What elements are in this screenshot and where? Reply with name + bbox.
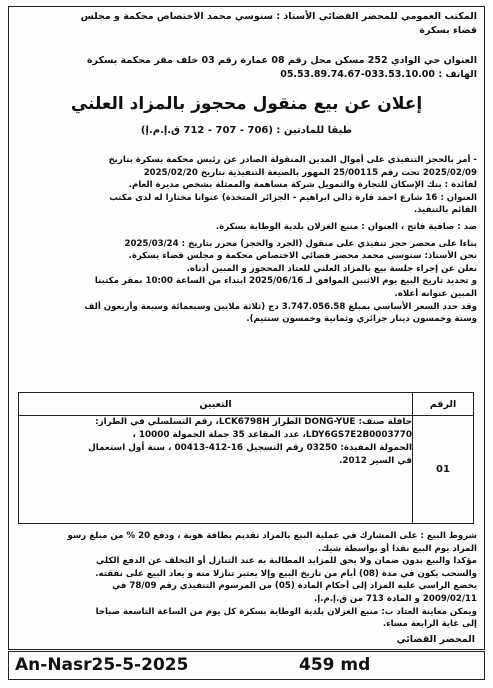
condition-line: والسحب يكون في مدة (08) أيام من تاريخ البيع وإلا يعتبر تنازلا منه و يعاد البيع على نفقته. (95, 568, 477, 579)
header-designation: التعيين (19, 393, 413, 416)
table-header-row (19, 393, 474, 416)
condition-line: ويمكن معاينة العتاد ب: منبع الغزلان بلدية الوطاية بسكرة كل يوم من الساعة التاسعة صباحا (95, 606, 477, 617)
publication-footer (8, 651, 485, 680)
notice-body (15, 154, 477, 326)
item-number: 01 (413, 416, 474, 524)
office-phone: الهاتف : 033.53.10.00-05.53.89.74.67 (280, 69, 477, 80)
notice-title: إعلان عن بيع منقول محجوز بالمزاد العلني (70, 94, 423, 114)
header-number: الرقم (413, 393, 474, 416)
notice-subtitle: طبقا للمادتين : (706 - 707 - 712 ق.إ.م.إ) (140, 125, 353, 136)
body-line: نحن الأستاذ: سنوسي محمد محضر قضائي الاختصاص محكمة و مجلس قضاء بسكرة. (128, 251, 477, 262)
body-line: العنوان : 16 شارع احمد قارة دالي ابراهيم - الجزائر المتخذة) عنوانا مختارا له لدى مكتب (109, 192, 477, 203)
body-line: و تحديد تاريخ البيع يوم الاثنين الموافق لـ 2025/06/16 ابتداء من الساعة 10:00 بمقر مكتبنا (94, 276, 477, 287)
condition-line: يخضع الراسي عليه المزاد إلى أحكام المادة (05) من المرسوم التنفيذي رقم 78/09 في (112, 581, 477, 592)
publication-reference: An-Nasr25-5-2025 (15, 655, 189, 675)
body-line: ضد : صافية فاتح ، العنوان : منبع الغزلان بلدية الوطاية بسكرة. (215, 221, 477, 232)
office-name: المكتب العمومي للمحضر القضائي الأستاذ : سنوسي محمد الاختصاص محكمة و مجلس (80, 11, 477, 22)
body-line: لفائدة : بنك الإسكان للتجارة والتمويل شركة مساهمة والممثلة بشخص مديرة العام. (128, 180, 477, 191)
sale-conditions (15, 530, 477, 631)
items-table (18, 392, 474, 524)
body-line: المبين عنوانه أعلاه. (394, 288, 477, 299)
item-line: في السير 2012. (339, 456, 412, 466)
table-row (19, 416, 474, 524)
condition-line: 2009/02/11 و المادة 713 من ق.إ.م.إ. (313, 593, 477, 604)
signature: المحضر القضائي (396, 634, 475, 645)
item-description (19, 416, 413, 524)
body-line: القائم بالتنفيذ. (413, 205, 477, 216)
condition-line: شروط البيع : على المشارك في عملية البيع بالمزاد تقديم بطاقة هوية ، ودفع 20 % من مبلغ رسو (67, 531, 477, 541)
item-line: LDY6GS7E2B0003770، عدد المقاعد 35 جملة الحمولة 10000 ، (132, 430, 412, 440)
publication-price: 459 md (299, 655, 371, 675)
condition-line: المزاد يوم البيع نقدا أو بواسطة شيك. (318, 543, 477, 554)
body-line: نعلن عن إجراء جلسة بيع بالمزاد العلني للعتاد المحجوز و المبين أدناه. (186, 263, 477, 274)
item-line: الحمولة المفيدة: 03250 رقم التسجيل 16-412-00413 ، سنة أول استعمال (88, 443, 412, 453)
condition-line: إلى غاية الرابعة مساء. (382, 619, 477, 630)
body-line: - أمر بالحجز التنفيذي على أموال المدين المنقولة الصادر عن رئيس محكمة بسكرة بتاريخ (108, 155, 477, 165)
body-line: وقد حدد السعر الأساسي بمبلغ 3.747.056.58 دج (ثلاثة ملايين وسبعمائة وسبعة وأربعون ألف (84, 301, 477, 312)
body-line: وستة وخمسون دينار جزائري وثمانية وخمسون سنتيم). (246, 314, 477, 325)
item-line: حافلة صنف: DONG-YUE الطراز LCK6798H، رقم التسلسلي في الطراز: (95, 417, 412, 427)
body-line: 2025/02/09 تحت رقم 25/00115 المهور بالصيغة التنفيذية بتاريخ 2025/02/20 (143, 167, 477, 178)
office-jurisdiction: قضاء بسكرة (419, 25, 477, 36)
body-line: بناءا على محضر حجز تنفيذي على منقول (الجرد والحجز) محرر بتاريخ : 2025/03/24 (124, 238, 477, 249)
office-address: العنوان حي الوادي 252 مسكن محل رقم 08 عمارة رقم 03 خلف مقر محكمة بسكرة (86, 55, 477, 66)
condition-line: مؤكدا والبيع بدون ضمان ولا يحق للمزايد المطالبة به عند التنازل أو التخلف عن الدفع الكلي (96, 556, 477, 567)
